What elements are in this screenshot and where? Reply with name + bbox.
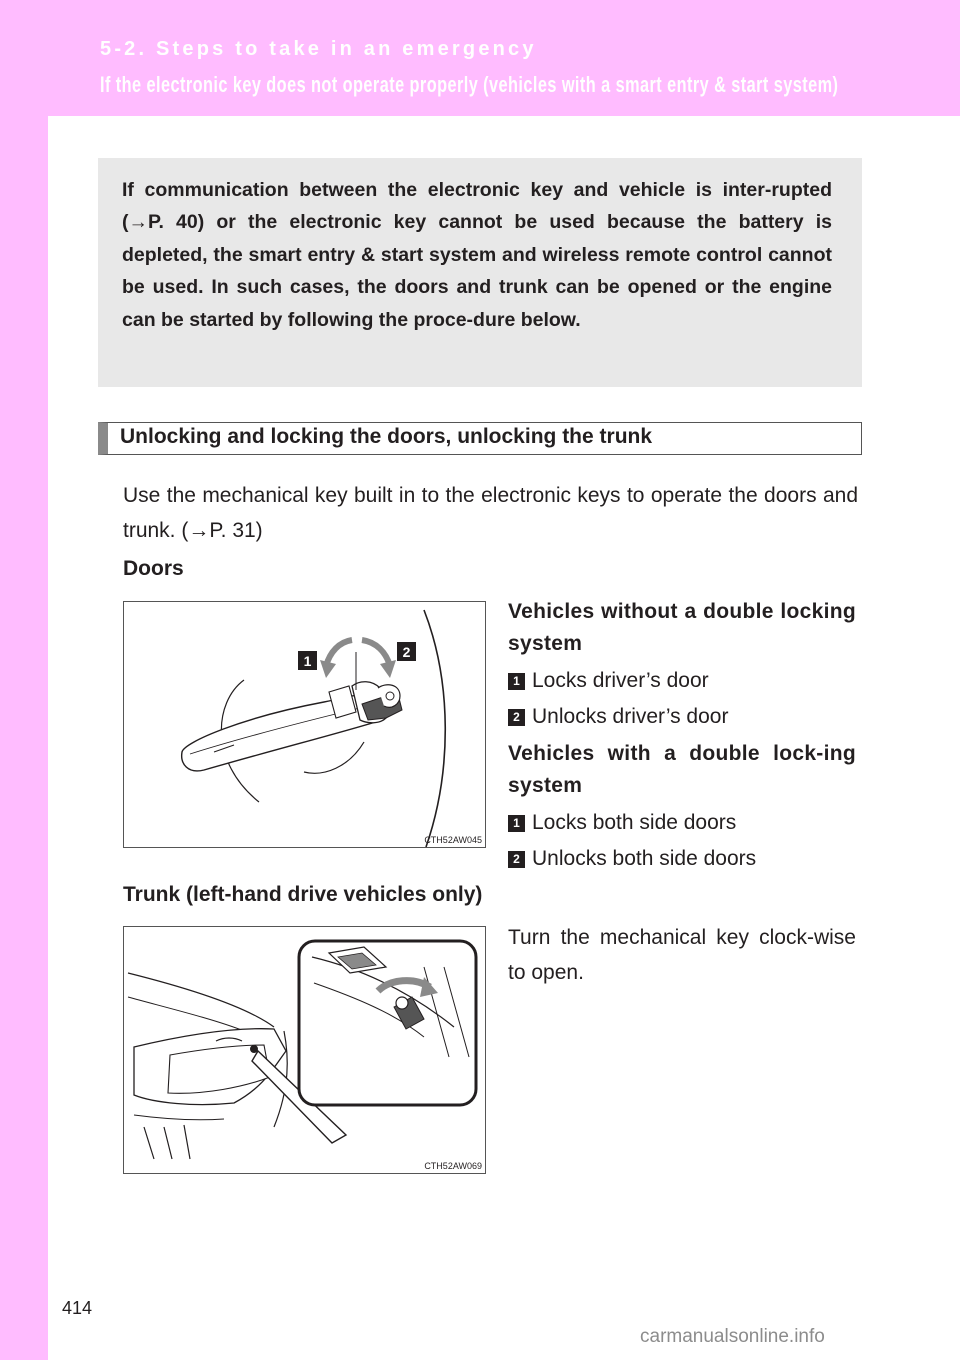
intro-text: If communication between the electronic key and vehicle is inter-rupted (→P. 40) or the electronic key cannot be used because the battery is depleted, the smart entry & start system and wireless remote control cannot be used. In such cases, the doors and trunk can be opened or the engine can be started by following the proce-dure below.	[122, 179, 832, 331]
group2-heading: Vehicles with a double lock-ing system	[508, 742, 856, 797]
watermark: carmanualsonline.info	[640, 1326, 825, 1347]
trunk-figure	[123, 926, 486, 1174]
list-item	[508, 699, 856, 735]
section-body: Use the mechanical key built in to the electronic keys to operate the doors and trunk. (→P. 31)	[123, 484, 858, 542]
list-item	[508, 663, 856, 699]
list-item	[508, 805, 856, 841]
page-number: 414	[62, 1298, 93, 1318]
trunk-lock-illustration	[124, 927, 487, 1175]
number-badge: 2	[508, 709, 525, 726]
number-badge: 1	[508, 673, 525, 690]
callout-1: 1	[303, 653, 312, 669]
trunk-heading: Trunk (left-hand drive vehicles only)	[123, 883, 483, 906]
callout-2: 2	[402, 644, 411, 660]
intro-box	[98, 158, 862, 387]
section-title: If the electronic key does not operate properly (vehicles with a smart entry & start system)	[100, 72, 839, 97]
trunk-figure-code: CTH52AW069	[424, 1161, 482, 1171]
door-group-without-double-lock	[508, 596, 856, 735]
door-group-with-double-lock	[508, 738, 856, 877]
list-item-label: Unlocks both side doors	[532, 847, 757, 870]
list-item-label: Locks both side doors	[532, 811, 737, 834]
section-heading: Unlocking and locking the doors, unlocking the trunk	[120, 425, 653, 448]
lock-arrow-icon	[320, 660, 336, 678]
number-badge: 1	[508, 815, 525, 832]
door-figure	[123, 601, 486, 848]
group1-heading: Vehicles without a double locking system	[508, 600, 856, 655]
doors-heading: Doors	[123, 557, 184, 580]
trunk-text: Turn the mechanical key clock-wise to open.	[508, 926, 856, 984]
section-heading-bar	[98, 422, 862, 455]
door-figure-code: CTH52AW045	[424, 835, 482, 845]
number-badge: 2	[508, 851, 525, 868]
list-item	[508, 841, 856, 877]
section-label: 5-2. Steps to take in an emergency	[100, 38, 537, 60]
left-margin-band	[0, 0, 48, 1360]
list-item-label: Unlocks driver’s door	[532, 705, 729, 728]
unlock-arrow-icon	[380, 660, 396, 678]
list-item-label: Locks driver’s door	[532, 669, 709, 692]
door-handle-illustration	[124, 602, 487, 849]
